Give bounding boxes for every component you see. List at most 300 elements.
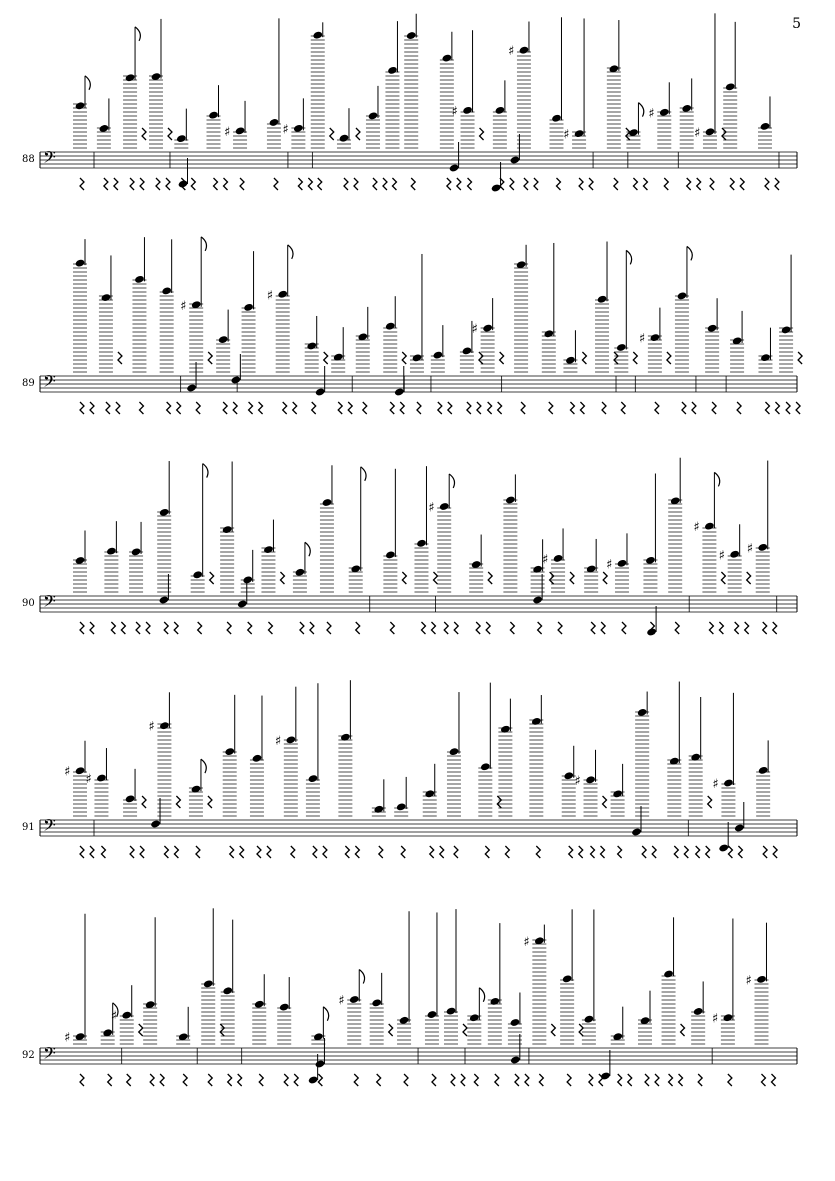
quarter-rest [485, 846, 489, 858]
notehead [631, 827, 642, 836]
sharp-accidental: ♯ [563, 127, 570, 143]
notehead [340, 733, 351, 742]
bass-clef: 𝄢 [43, 147, 56, 171]
notehead [729, 550, 740, 559]
quarter-rest [166, 178, 170, 190]
notehead [99, 124, 110, 133]
notehead [269, 118, 280, 127]
quarter-rest [643, 178, 647, 190]
notehead [178, 179, 189, 188]
quarter-rest [323, 846, 327, 858]
quarter-rest [708, 796, 712, 808]
quarter-rest [348, 402, 352, 414]
notehead [449, 163, 460, 172]
quarter-rest [417, 402, 421, 414]
quarter-rest [392, 178, 396, 190]
note-flag [135, 27, 140, 41]
quarter-rest [80, 622, 84, 634]
quarter-rest [510, 178, 514, 190]
quarter-rest [274, 178, 278, 190]
quarter-rest [488, 402, 492, 414]
notehead [222, 986, 233, 995]
quarter-rest [497, 796, 501, 808]
sharp-accidental: ♯ [64, 764, 71, 780]
sharp-accidental: ♯ [693, 520, 700, 536]
quarter-rest [191, 178, 195, 190]
notehead [553, 554, 564, 563]
notehead [510, 1055, 521, 1064]
quarter-rest [167, 402, 171, 414]
quarter-rest [505, 846, 509, 858]
quarter-rest [674, 846, 678, 858]
quarter-rest [440, 846, 444, 858]
note-flag [479, 988, 484, 1002]
quarter-rest [383, 178, 387, 190]
quarter-rest [775, 402, 779, 414]
notehead [243, 303, 254, 312]
quarter-rest [259, 402, 263, 414]
notehead [192, 570, 203, 579]
quarter-rest [536, 846, 540, 858]
quarter-rest [474, 1074, 478, 1086]
quarter-rest [318, 178, 322, 190]
notehead [161, 286, 172, 295]
sharp-accidental: ♯ [542, 552, 549, 568]
quarter-rest [549, 402, 553, 414]
notehead [532, 595, 543, 604]
sharp-accidental: ♯ [605, 557, 613, 573]
measure-number: 90 [22, 598, 35, 609]
notehead [491, 183, 502, 192]
quarter-rest [692, 402, 696, 414]
quarter-rest [569, 846, 573, 858]
quarter-rest [580, 402, 584, 414]
quarter-rest [618, 1074, 622, 1086]
quarter-rest [127, 1074, 131, 1086]
quarter-rest [486, 622, 490, 634]
quarter-rest [740, 178, 744, 190]
quarter-rest [111, 622, 115, 634]
sharp-accidental: ♯ [648, 106, 655, 122]
quarter-rest [196, 402, 200, 414]
quarter-rest [444, 622, 448, 634]
quarter-rest [421, 622, 425, 634]
quarter-rest [476, 622, 480, 634]
notehead [424, 789, 435, 798]
quarter-rest [168, 128, 172, 140]
quarter-rest [318, 1074, 322, 1086]
quarter-rest [763, 622, 767, 634]
quarter-rest [567, 1074, 571, 1086]
quarter-rest [500, 352, 504, 364]
note-flag [361, 467, 366, 481]
quarter-rest [622, 622, 626, 634]
quarter-rest [524, 178, 528, 190]
sharp-accidental: ♯ [523, 934, 530, 950]
quarter-rest [373, 178, 377, 190]
notehead [125, 794, 136, 803]
quarter-rest [515, 1074, 519, 1086]
quarter-rest [534, 178, 538, 190]
quarter-rest [451, 1074, 455, 1086]
notehead [490, 997, 501, 1006]
quarter-rest [377, 1074, 381, 1086]
quarter-rest [538, 622, 542, 634]
notehead [224, 747, 235, 756]
notehead [480, 762, 491, 771]
quarter-rest [735, 622, 739, 634]
sharp-accidental: ♯ [711, 1011, 719, 1027]
quarter-rest [430, 846, 434, 858]
notehead [693, 1007, 704, 1016]
notehead [279, 1003, 290, 1012]
notehead [106, 547, 117, 556]
quarter-rest [722, 128, 726, 140]
notehead [462, 106, 473, 115]
quarter-rest [510, 622, 514, 634]
notehead [406, 31, 417, 40]
notehead [500, 725, 511, 734]
notehead [75, 259, 86, 268]
notehead [757, 543, 768, 552]
sharp-accidental: ♯ [85, 772, 92, 788]
quarter-rest [313, 846, 317, 858]
quarter-rest [633, 178, 637, 190]
notehead [349, 995, 360, 1004]
quarter-rest [233, 402, 237, 414]
quarter-rest [214, 178, 218, 190]
bass-clef: 𝄢 [43, 371, 56, 395]
notehead [723, 1013, 734, 1022]
notehead [531, 717, 542, 726]
sharp-accidental: ♯ [574, 773, 581, 789]
quarter-rest [308, 178, 312, 190]
notehead [760, 122, 771, 131]
quarter-rest [621, 402, 625, 414]
notehead [543, 329, 554, 338]
quarter-rest [116, 402, 120, 414]
quarter-rest [344, 178, 348, 190]
notehead [584, 1015, 595, 1024]
page-number: 5 [792, 16, 801, 32]
quarter-rest [679, 1074, 683, 1086]
quarter-rest [164, 846, 168, 858]
quarter-rest [786, 402, 790, 414]
quarter-rest [447, 178, 451, 190]
quarter-rest [267, 846, 271, 858]
quarter-rest [411, 178, 415, 190]
notehead [427, 1010, 438, 1019]
notehead [718, 843, 729, 852]
quarter-rest [655, 1074, 659, 1086]
quarter-rest [706, 846, 710, 858]
notehead [75, 101, 86, 110]
quarter-rest [461, 1074, 465, 1086]
quarter-rest [106, 402, 110, 414]
notehead [96, 774, 107, 783]
note-flag [714, 472, 719, 486]
notehead [412, 353, 423, 362]
quarter-rest [798, 352, 802, 364]
quarter-rest [432, 1074, 436, 1086]
quarter-rest [208, 796, 212, 808]
notehead [218, 335, 229, 344]
notehead [562, 974, 573, 983]
notehead [681, 104, 692, 113]
note-flag [201, 759, 206, 773]
quarter-rest [176, 796, 180, 808]
quarter-rest [448, 402, 452, 414]
quarter-rest [582, 352, 586, 364]
quarter-rest [248, 622, 252, 634]
quarter-rest [114, 178, 118, 190]
notehead [416, 539, 427, 548]
quarter-rest [101, 846, 105, 858]
sharp-accidental: ♯ [451, 104, 458, 120]
sharp-accidental: ♯ [507, 44, 515, 60]
quarter-rest [550, 572, 554, 584]
notehead [760, 353, 771, 362]
quarter-rest [698, 1074, 702, 1086]
notehead [222, 525, 233, 534]
quarter-rest [709, 622, 713, 634]
quarter-rest [90, 402, 94, 414]
quarter-rest [454, 846, 458, 858]
quarter-rest [259, 1074, 263, 1086]
quarter-rest [480, 128, 484, 140]
notehead [725, 82, 736, 91]
quarter-rest [431, 622, 435, 634]
quarter-rest [291, 846, 295, 858]
quarter-rest [525, 1074, 529, 1086]
quarter-rest [687, 178, 691, 190]
quarter-rest [363, 402, 367, 414]
quarter-rest [669, 1074, 673, 1086]
sharp-accidental: ♯ [745, 973, 752, 989]
notehead [758, 766, 769, 775]
quarter-rest [139, 1024, 143, 1036]
notehead [637, 708, 648, 717]
quarter-rest [468, 178, 472, 190]
quarter-rest [284, 1074, 288, 1086]
quarter-rest [130, 178, 134, 190]
note-flag [201, 237, 206, 251]
quarter-rest [614, 352, 618, 364]
notehead [315, 387, 326, 396]
quarter-rest [667, 352, 671, 364]
notehead [235, 126, 246, 135]
quarter-rest [539, 1074, 543, 1086]
quarter-rest [90, 622, 94, 634]
notehead [176, 134, 187, 143]
quarter-rest [220, 1024, 224, 1036]
quarter-rest [90, 846, 94, 858]
sharp-accidental: ♯ [148, 719, 155, 735]
notehead [371, 998, 382, 1007]
quarter-rest [283, 402, 287, 414]
measure-number: 89 [22, 378, 35, 389]
quarter-rest [570, 402, 574, 414]
quarter-rest [300, 622, 304, 634]
quarter-rest [773, 622, 777, 634]
quarter-rest [142, 796, 146, 808]
notehead [433, 351, 444, 360]
quarter-rest [684, 846, 688, 858]
quarter-rest [771, 1074, 775, 1086]
quarter-rest [196, 846, 200, 858]
quarter-rest [730, 178, 734, 190]
notehead [756, 975, 767, 984]
quarter-rest [721, 572, 725, 584]
quarter-rest [796, 402, 800, 414]
quarter-rest [591, 846, 595, 858]
quarter-rest [208, 1074, 212, 1086]
quarter-rest [280, 572, 284, 584]
quarter-rest [130, 846, 134, 858]
quarter-rest [156, 178, 160, 190]
quarter-rest [652, 846, 656, 858]
quarter-rest [223, 402, 227, 414]
notehead [315, 1059, 326, 1068]
notehead [159, 721, 170, 730]
notehead [101, 293, 112, 302]
bass-clef: 𝄢 [43, 815, 56, 839]
quarter-rest [601, 846, 605, 858]
quarter-rest [601, 622, 605, 634]
sharp-accidental: ♯ [718, 548, 725, 564]
notehead [308, 1075, 319, 1084]
notehead [373, 805, 384, 814]
notehead [312, 31, 323, 40]
quarter-rest [602, 402, 606, 414]
note-flag [626, 250, 631, 264]
quarter-rest [356, 622, 360, 634]
quarter-rest [227, 622, 231, 634]
notehead [612, 789, 623, 798]
note-flag [359, 969, 364, 983]
quarter-rest [324, 352, 328, 364]
notehead [396, 802, 407, 811]
quarter-rest [579, 846, 583, 858]
quarter-rest [463, 1024, 467, 1036]
quarter-rest [645, 1074, 649, 1086]
measure-number: 91 [22, 822, 35, 833]
sharp-accidental: ♯ [471, 322, 478, 338]
quarter-rest [146, 622, 150, 634]
quarter-rest [312, 402, 316, 414]
quarter-rest [80, 402, 84, 414]
quarter-rest [719, 622, 723, 634]
notehead [650, 333, 661, 342]
quarter-rest [728, 1074, 732, 1086]
notehead [121, 1011, 132, 1020]
notehead [150, 819, 161, 828]
quarter-rest [355, 846, 359, 858]
quarter-rest [345, 846, 349, 858]
quarter-rest [628, 1074, 632, 1086]
notehead [387, 66, 398, 75]
quarter-rest [139, 402, 143, 414]
sharp-accidental: ♯ [746, 541, 754, 557]
quarter-rest [238, 1074, 242, 1086]
quarter-rest [479, 352, 483, 364]
quarter-rest [402, 352, 406, 364]
quarter-rest [696, 846, 700, 858]
quarter-rest [298, 178, 302, 190]
quarter-rest [712, 402, 716, 414]
quarter-rest [140, 846, 144, 858]
quarter-rest [160, 1074, 164, 1086]
quarter-rest [400, 402, 404, 414]
quarter-rest [603, 572, 607, 584]
quarter-rest [603, 796, 607, 808]
notehead [663, 970, 674, 979]
quarter-rest [293, 402, 297, 414]
measure-number: 92 [22, 1050, 35, 1061]
quarter-rest [467, 402, 471, 414]
quarter-rest [551, 1024, 555, 1036]
notehead [781, 325, 792, 334]
quarter-rest [454, 622, 458, 634]
quarter-rest [521, 402, 525, 414]
quarter-rest [556, 178, 560, 190]
quarter-rest [183, 1074, 187, 1086]
quarter-rest [230, 846, 234, 858]
quarter-rest [579, 178, 583, 190]
quarter-rest [488, 572, 492, 584]
quarter-rest [682, 402, 686, 414]
quarter-rest [354, 1074, 358, 1086]
quarter-rest [354, 178, 358, 190]
quarter-rest [379, 846, 383, 858]
quarter-rest [228, 1074, 232, 1086]
quarter-rest [765, 178, 769, 190]
notehead [385, 550, 396, 559]
note-flag [203, 464, 208, 478]
quarter-rest [738, 846, 742, 858]
quarter-rest [765, 402, 769, 414]
notehead [208, 111, 219, 120]
sharp-accidental: ♯ [693, 125, 701, 141]
note-flag [638, 103, 643, 117]
notehead [617, 559, 628, 568]
notehead [159, 595, 170, 604]
quarter-rest [710, 178, 714, 190]
quarter-rest [477, 402, 481, 414]
quarter-rest [338, 402, 342, 414]
notehead [551, 114, 562, 123]
quarter-rest [389, 1024, 393, 1036]
quarter-rest [614, 178, 618, 190]
quarter-rest [224, 178, 228, 190]
notehead [442, 54, 453, 63]
quarter-rest [150, 1074, 154, 1086]
notehead [75, 766, 86, 775]
quarter-rest [257, 846, 261, 858]
quarter-rest [198, 622, 202, 634]
quarter-rest [174, 846, 178, 858]
quarter-rest [310, 622, 314, 634]
quarter-rest [240, 846, 244, 858]
quarter-rest [589, 1074, 593, 1086]
quarter-rest [268, 622, 272, 634]
quarter-rest [356, 128, 360, 140]
quarter-rest [177, 402, 181, 414]
quarter-rest [140, 178, 144, 190]
quarter-rest [664, 178, 668, 190]
note-flag [85, 76, 90, 90]
quarter-rest [495, 1074, 499, 1086]
